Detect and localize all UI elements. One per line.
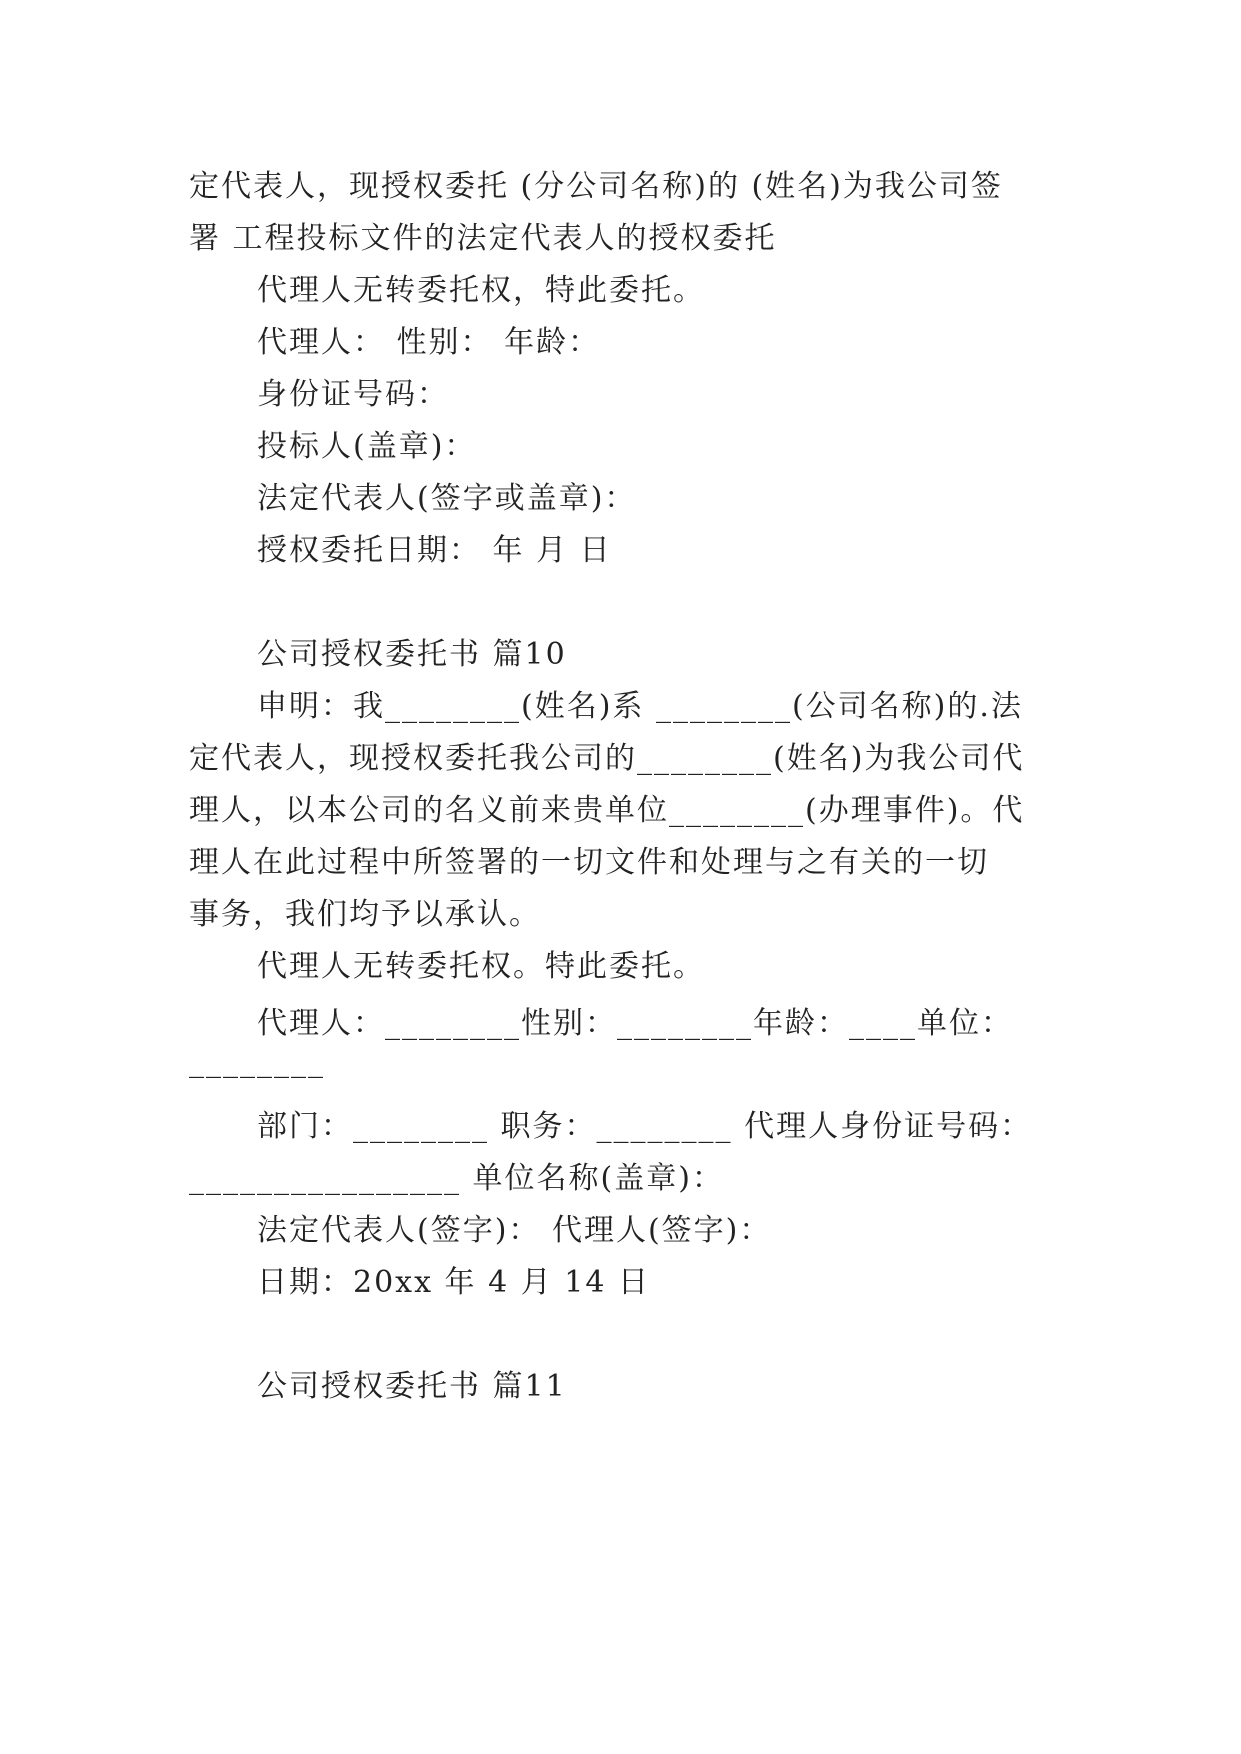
statement-line: 事务，我们均予以承认。 — [189, 897, 541, 932]
agent-info-line: 代理人： 性别： 年龄： — [257, 325, 601, 360]
no-transfer-clause: 代理人无转委托权，特此委托。 — [257, 273, 705, 308]
statement-line: 申明：我________(姓名)系 ________(公司名称)的.法 — [257, 689, 1023, 724]
section-heading: 公司授权委托书 篇10 — [257, 637, 567, 672]
department-line: ________________ 单位名称(盖章)： — [189, 1161, 724, 1196]
signatures-line: 法定代表人(签字)： 代理人(签字)： — [257, 1213, 772, 1248]
legal-rep-sign-line: 法定代表人(签字或盖章)： — [257, 481, 637, 516]
paragraph-line: 定代表人，现授权委托 (分公司名称)的 (姓名)为我公司签 — [189, 169, 1003, 204]
statement-line: 理人在此过程中所签署的一切文件和处理与之有关的一切 — [189, 845, 989, 880]
auth-date-line: 授权委托日期： 年 月 日 — [257, 533, 612, 568]
bidder-seal-line: 投标人(盖章)： — [257, 429, 477, 464]
paragraph-line: 署 工程投标文件的法定代表人的授权委托 — [189, 221, 777, 256]
date-line: 日期：20xx 年 4 月 14 日 — [257, 1265, 650, 1300]
no-transfer-clause: 代理人无转委托权。特此委托。 — [257, 949, 705, 984]
agent-info-line: ________ — [189, 1044, 325, 1079]
agent-info-line: 代理人：________性别：________年龄：____单位： — [257, 1006, 1013, 1041]
statement-line: 理人，以本公司的名义前来贵单位________(办理事件)。代 — [189, 793, 1025, 828]
id-number-line: 身份证号码： — [257, 377, 449, 412]
department-line: 部门：________ 职务：________ 代理人身份证号码： — [257, 1109, 1033, 1144]
section-heading: 公司授权委托书 篇11 — [257, 1369, 567, 1404]
statement-line: 定代表人，现授权委托我公司的________(姓名)为我公司代 — [189, 741, 1025, 776]
